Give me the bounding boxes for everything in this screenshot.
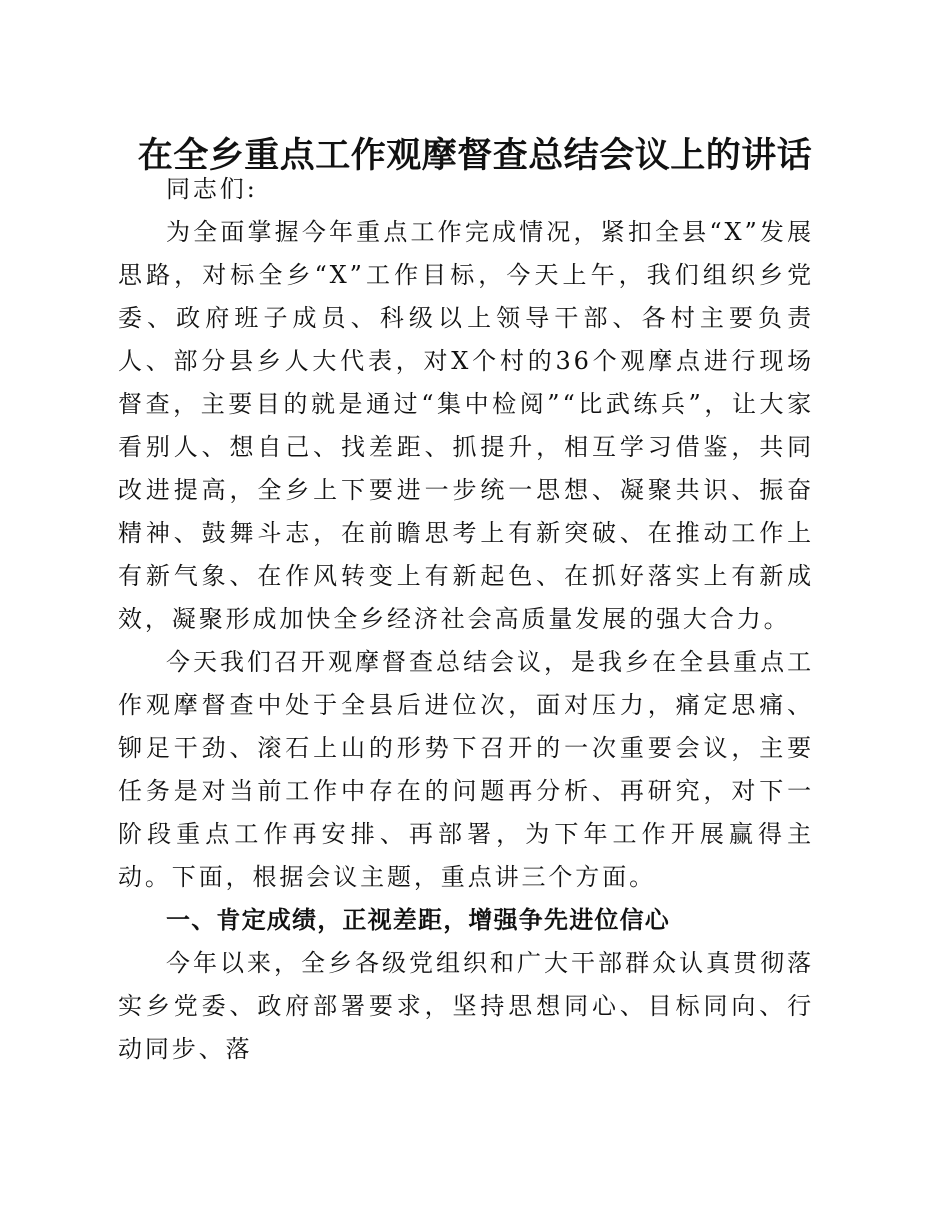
document-body <box>118 168 814 1071</box>
paragraph-intro: 为全面掌握今年重点工作完成情况，紧扣全县“X”发展思路，对标全乡“X”工作目标，今天上午，我们组织乡党委、政府班子成员、科级以上领导干部、各村主要负责人、部分县乡人大代表，对X个村的36个观摩点进行现场督查，主要目的就是通过“集中检阅”“比武练兵”，让大家看别人、想自己、找差距、抓提升，相互学习借鉴，共同改进提高，全乡上下要进一步统一思想、凝聚共识、振奋精神、鼓舞斗志，在前瞻思考上有新突破、在推动工作上有新气象、在作风转变上有新起色、在抓好落实上有新成效，凝聚形成加快全乡经济社会高质量发展的强大合力。 <box>118 218 814 633</box>
salutation: 同志们: <box>166 175 258 203</box>
section-heading: 一、肯定成绩，正视差距，增强争先进位信心 <box>166 906 670 934</box>
paragraph-section-start: 今年以来，全乡各级党组织和广大干部群众认真贯彻落实乡党委、政府部署要求，坚持思想同心、目标同向、行动同步、落 <box>118 949 814 1063</box>
paragraph-meeting-purpose: 今天我们召开观摩督查总结会议，是我乡在全县重点工作观摩督查中处于全县后进位次，面对压力，痛定思痛、铆足干劲、滚石上山的形势下召开的一次重要会议，主要任务是对当前工作中存在的问题再分析、再研究，对下一阶段重点工作再安排、再部署，为下年工作开展赢得主动。下面，根据会议主题，重点讲三个方面。 <box>118 648 814 891</box>
document-title: 在全乡重点工作观摩督查总结会议上的讲话 <box>137 135 813 176</box>
